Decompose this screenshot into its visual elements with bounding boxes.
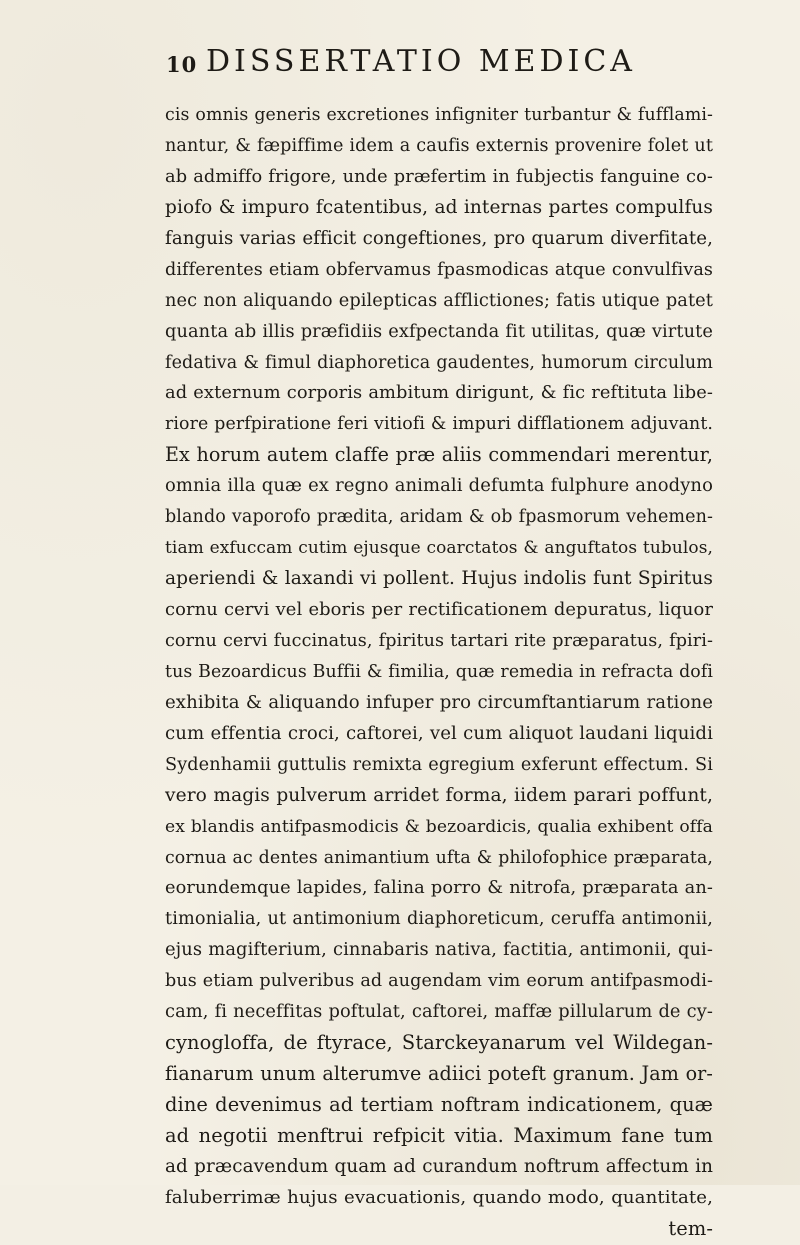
text-line: nantur, & fæpiffime idem a caufis externis provenire folet ut bbox=[165, 135, 713, 156]
text-line: faluberrimæ hujus evacuationis, quando modo, quantitate, bbox=[165, 1186, 713, 1208]
body-text bbox=[165, 100, 713, 1245]
text-line: aperiendi & laxandi vi pollent. Hujus indolis funt Spiritus bbox=[165, 568, 713, 590]
text-line: dine devenimus ad tertiam noftram indicationem, quæ bbox=[165, 1093, 713, 1116]
text-line: cum effentia croci, caftorei, vel cum aliquot laudani liquidi bbox=[165, 722, 713, 744]
text-line: timonialia, ut antimonium diaphoreticum, ceruffa antimonii, bbox=[165, 909, 713, 930]
text-line: cam, fi neceffitas poftulat, caftorei, maffæ pillularum de cy- bbox=[165, 1001, 713, 1023]
page-header bbox=[152, 40, 712, 80]
text-line: riore perfpiratione feri vitiofi & impuri difflationem adjuvant. bbox=[165, 414, 713, 435]
text-line: cornua ac dentes animantium ufta & philofophice præparata, bbox=[165, 847, 713, 868]
text-line: blando vaporofo prædita, aridam & ob fpasmorum vehemen- bbox=[165, 507, 713, 528]
text-line: piofo & impuro fcatentibus, ad internas partes compulfus bbox=[165, 196, 713, 218]
text-line: Sydenhamii guttulis remixta egregium exferunt effectum. Si bbox=[165, 754, 713, 775]
text-line: eorundemque lapides, falina porro & nitrofa, præparata an- bbox=[165, 878, 713, 899]
text-line: tus Bezoardicus Buffii & fimilia, quæ remedia in refracta dofi bbox=[165, 661, 713, 682]
text-line: fanguis varias efficit congeftiones, pro quarum diverfitate, bbox=[165, 227, 713, 249]
text-line: cis omnis generis excretiones infigniter turbantur & fufflami- bbox=[165, 105, 713, 125]
text-line: ejus magifterium, cinnabaris nativa, factitia, antimonii, qui- bbox=[165, 939, 713, 961]
text-line: cynogloffa, de ftyrace, Starckeyanarum vel Wildegan- bbox=[165, 1031, 713, 1055]
text-line: ab admiffo frigore, unde præfertim in fubjectis fanguine co- bbox=[165, 166, 713, 187]
text-line: nec non aliquando epilepticas afflictiones; fatis utique patet bbox=[165, 290, 713, 311]
text-line: quanta ab illis præfidiis exfpectanda fit utilitas, quæ virtute bbox=[165, 321, 713, 342]
text-line: ex blandis antifpasmodicis & bezoardicis, qualia exhibent offa bbox=[165, 816, 713, 837]
text-line: bus etiam pulveribus ad augendam vim eorum antifpasmodi- bbox=[165, 971, 713, 992]
text-line: ad negotii menftrui refpicit vitia. Maximum fane tum bbox=[165, 1123, 713, 1147]
text-line: ad externum corporis ambitum dirigunt, & fic reftituta libe- bbox=[165, 382, 713, 404]
text-line: fedativa & fimul diaphoretica gaudentes, humorum circulum bbox=[165, 352, 713, 373]
text-line: omnia illa quæ ex regno animali defumta fulphure anodyno bbox=[165, 475, 713, 497]
text-line: exhibita & aliquando infuper pro circumftantiarum ratione bbox=[165, 691, 713, 713]
text-line: vero magis pulverum arridet forma, iidem parari poffunt, bbox=[165, 784, 713, 806]
text-line: Ex horum autem claffe præ aliis commendari merentur, bbox=[165, 443, 713, 467]
catchword: tem- bbox=[668, 1216, 713, 1240]
text-line: cornu cervi fuccinatus, fpiritus tartari rite præparatus, fpiri- bbox=[165, 630, 713, 651]
text-line: tiam exfuccam cutim ejusque coarctatos & anguftatos tubulos, bbox=[165, 538, 713, 559]
page-number: 10 bbox=[166, 52, 198, 77]
running-head: DISSERTATIO MEDICA bbox=[206, 44, 636, 79]
text-line: cornu cervi vel eboris per rectificationem depuratus, liquor bbox=[165, 599, 713, 620]
text-line: differentes etiam obfervamus fpasmodicas atque convulfivas bbox=[165, 259, 713, 280]
text-line: ad præcavendum quam ad curandum noftrum affectum in bbox=[165, 1155, 713, 1177]
text-line: fianarum unum alterumve adiici poteft granum. Jam or- bbox=[165, 1062, 713, 1086]
